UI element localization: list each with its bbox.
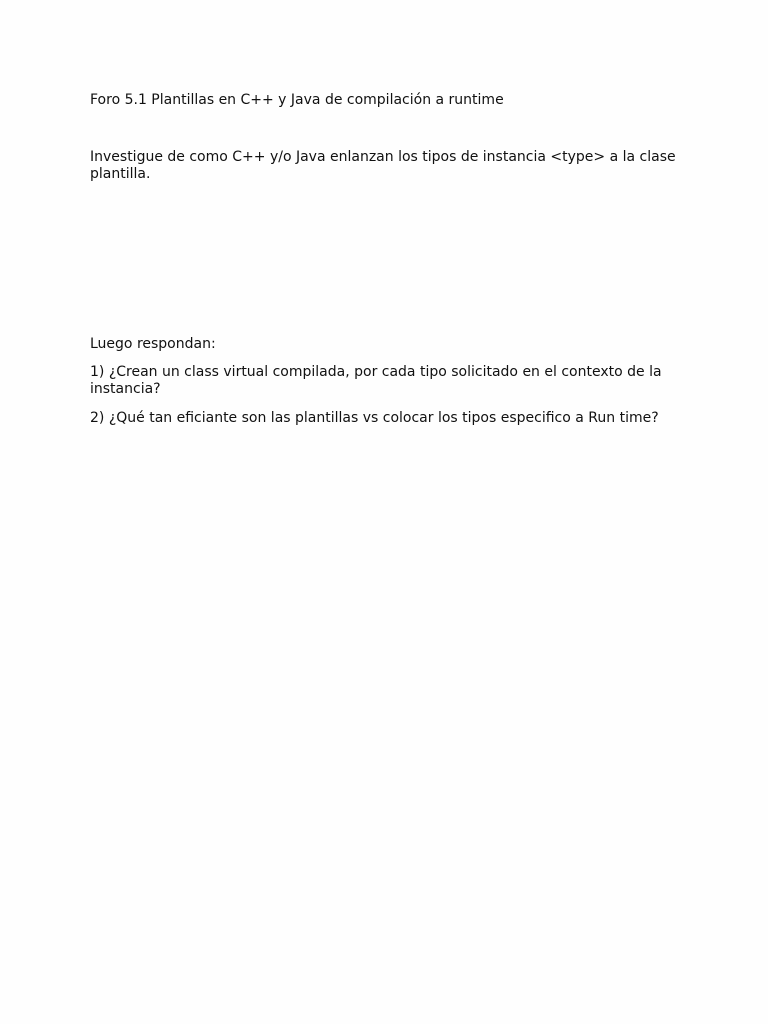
question-1: 1) ¿Crean un class virtual compilada, por cada tipo solicitado en el contexto de la instancia? <box>90 364 662 397</box>
lead-in-text: Luego respondan: <box>90 336 216 352</box>
instructions-paragraph: Investigue de como C++ y/o Java enlanzan los tipos de instancia <type> a la clase plantilla. <box>90 149 676 182</box>
document-title: Foro 5.1 Plantillas en C++ y Java de compilación a runtime <box>90 92 504 108</box>
question-2: 2) ¿Qué tan eficiante son las plantillas vs colocar los tipos especifico a Run time? <box>90 410 659 426</box>
